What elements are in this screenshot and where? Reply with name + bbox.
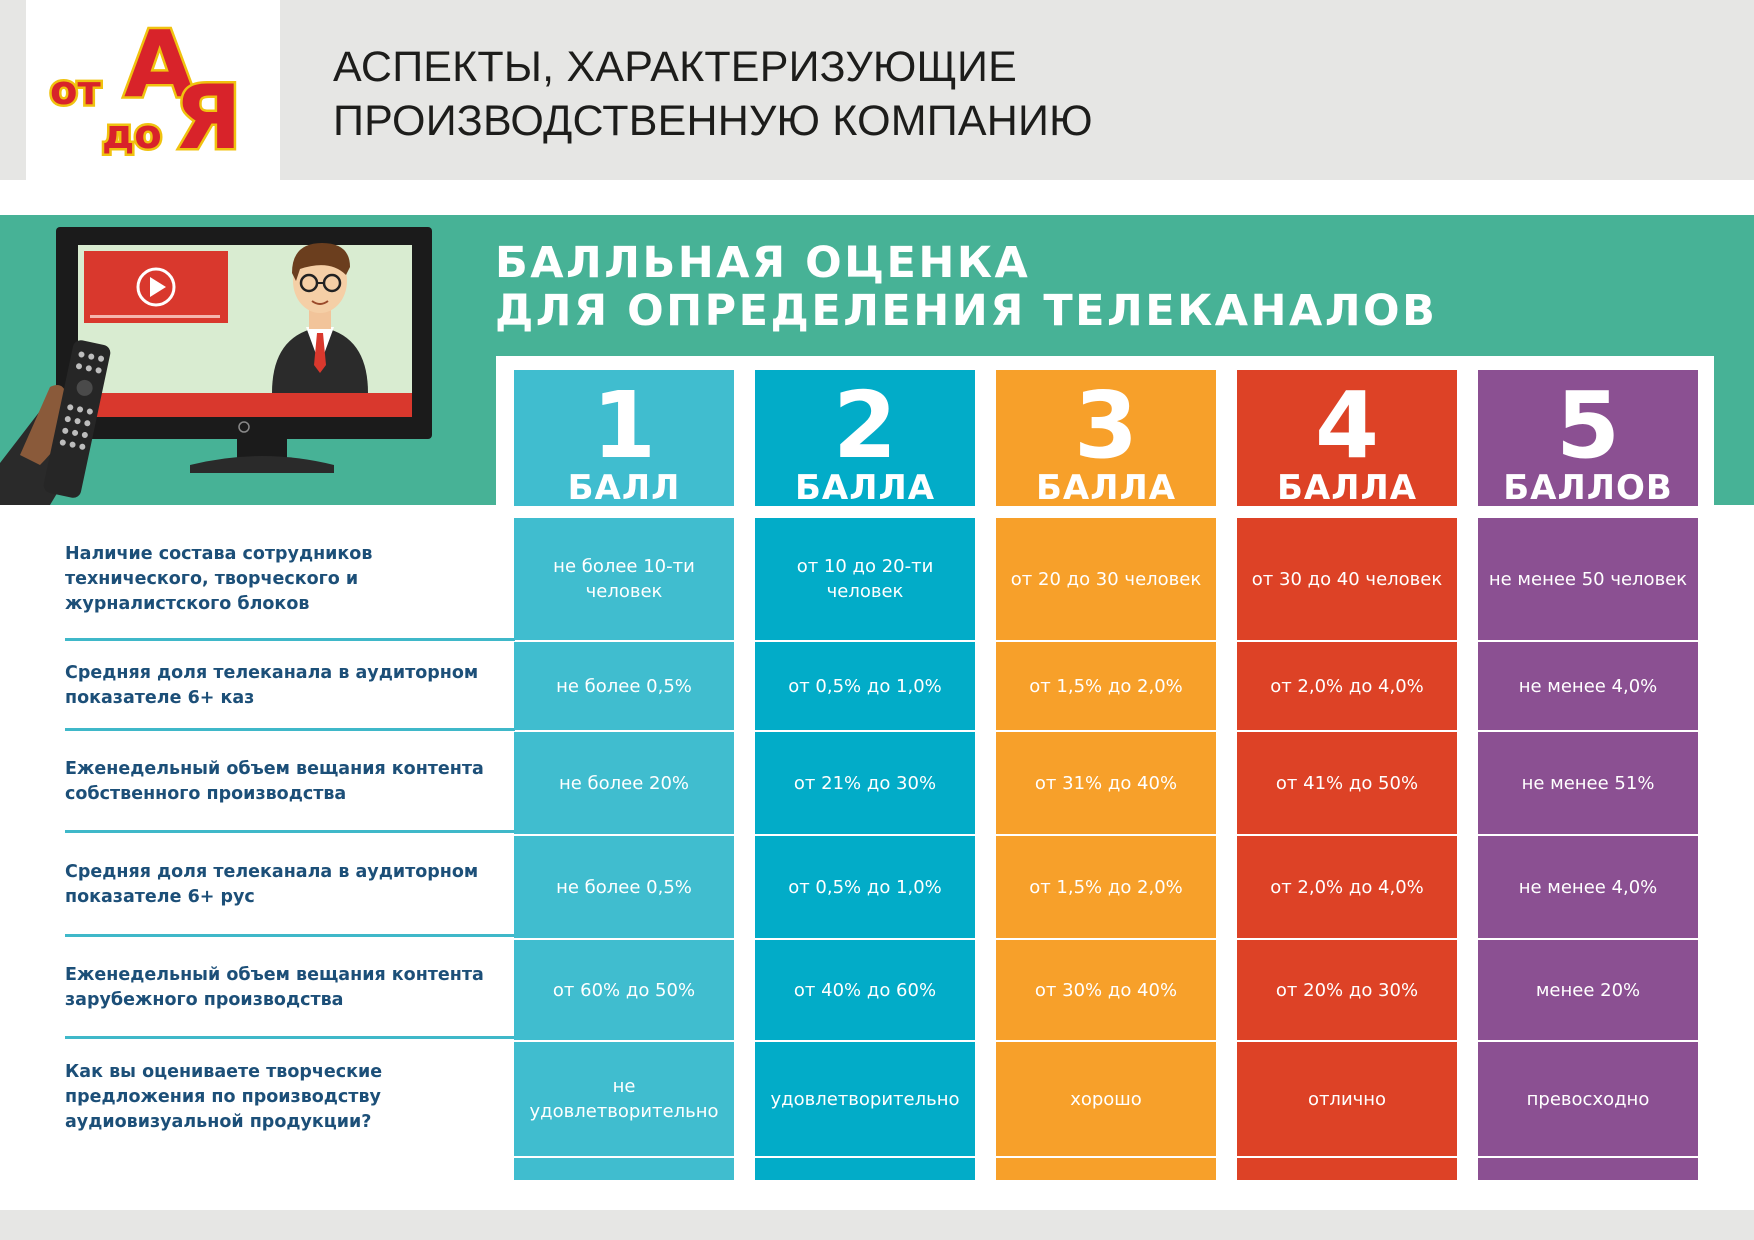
score-number: 1 bbox=[591, 372, 656, 479]
page-title bbox=[333, 40, 1633, 148]
table-cell: от 10 до 20-ти человек bbox=[755, 518, 975, 640]
score-number: 3 bbox=[1073, 372, 1138, 479]
table-cell: от 31% до 40% bbox=[996, 732, 1216, 834]
row-label: Наличие состава сотрудников технического, творческого и журналистского блоков bbox=[65, 543, 373, 614]
table-cell: от 1,5% до 2,0% bbox=[996, 642, 1216, 730]
row-divider bbox=[65, 638, 515, 641]
table-cell: от 0,5% до 1,0% bbox=[755, 642, 975, 730]
svg-text:Я: Я bbox=[174, 66, 242, 156]
score-header bbox=[514, 370, 734, 506]
table-cell: от 30% до 40% bbox=[996, 940, 1216, 1040]
page-title-line1: АСПЕКТЫ, ХАРАКТЕРИЗУЮЩИЕ bbox=[333, 43, 1018, 91]
row-label: Средняя доля телеканала в аудиторном показателе 6+ каз bbox=[65, 663, 479, 708]
table-cell: превосходно bbox=[1478, 1042, 1698, 1156]
table-cell: не менее 50 человек bbox=[1478, 518, 1698, 640]
score-header bbox=[1478, 370, 1698, 506]
score-word: БАЛЛОВ bbox=[1503, 468, 1673, 508]
table-cell: не менее 4,0% bbox=[1478, 836, 1698, 938]
column-tail bbox=[1478, 1158, 1698, 1180]
table-cell: от 1,5% до 2,0% bbox=[996, 836, 1216, 938]
banner-title-line2: ДЛЯ ОПРЕДЕЛЕНИЯ ТЕЛЕКАНАЛОВ bbox=[495, 286, 1438, 336]
score-word: БАЛЛА bbox=[1035, 468, 1177, 508]
header bbox=[0, 0, 1754, 180]
row-label: Как вы оцениваете творческие предложения по производству аудиовизуальной продукции? bbox=[65, 1061, 383, 1132]
column-tail bbox=[514, 1158, 734, 1180]
table-cell: отлично bbox=[1237, 1042, 1457, 1156]
table-cell: не более 10-ти человек bbox=[514, 518, 734, 640]
table-cell: хорошо bbox=[996, 1042, 1216, 1156]
table-cell: не более 20% bbox=[514, 732, 734, 834]
column-tail bbox=[1237, 1158, 1457, 1180]
table-cell: от 20 до 30 человек bbox=[996, 518, 1216, 640]
row-divider bbox=[65, 934, 515, 937]
table-cell: не более 0,5% bbox=[514, 836, 734, 938]
banner-title-line1: БАЛЛЬНАЯ ОЦЕНКА bbox=[495, 238, 1031, 288]
table-cell: менее 20% bbox=[1478, 940, 1698, 1040]
table-cell: не менее 51% bbox=[1478, 732, 1698, 834]
table-cell: не более 0,5% bbox=[514, 642, 734, 730]
table-cell: удовлетворительно bbox=[755, 1042, 975, 1156]
row-label: Средняя доля телеканала в аудиторном показателе 6+ рус bbox=[65, 862, 479, 907]
column-tail bbox=[755, 1158, 975, 1180]
svg-text:до: до bbox=[102, 112, 162, 156]
logo bbox=[26, 0, 280, 180]
score-header bbox=[996, 370, 1216, 506]
score-word: БАЛЛА bbox=[794, 468, 936, 508]
score-number: 2 bbox=[832, 372, 897, 479]
column-tail bbox=[996, 1158, 1216, 1180]
score-number: 4 bbox=[1314, 372, 1379, 479]
table-cell: от 40% до 60% bbox=[755, 940, 975, 1040]
row-divider bbox=[65, 728, 515, 731]
table-cell: от 2,0% до 4,0% bbox=[1237, 836, 1457, 938]
table-cell: не удовлетворительно bbox=[514, 1042, 734, 1156]
table-cell: от 41% до 50% bbox=[1237, 732, 1457, 834]
page-title-line2: ПРОИЗВОДСТВЕННУЮ КОМПАНИЮ bbox=[333, 97, 1093, 145]
svg-text:от: от bbox=[50, 68, 101, 114]
table-cell: не менее 4,0% bbox=[1478, 642, 1698, 730]
table-cell: от 20% до 30% bbox=[1237, 940, 1457, 1040]
footer-band bbox=[0, 1210, 1754, 1240]
table-cell: от 0,5% до 1,0% bbox=[755, 836, 975, 938]
score-word: БАЛЛ bbox=[567, 468, 681, 508]
score-header bbox=[1237, 370, 1457, 506]
score-header bbox=[755, 370, 975, 506]
logo-ot-a-do-ya bbox=[46, 26, 256, 156]
table-cell: от 2,0% до 4,0% bbox=[1237, 642, 1457, 730]
row-label: Еженедельный объем вещания контента зарубежного производства bbox=[65, 965, 484, 1010]
score-number: 5 bbox=[1555, 372, 1620, 479]
score-word: БАЛЛА bbox=[1276, 468, 1418, 508]
table-cell: от 21% до 30% bbox=[755, 732, 975, 834]
row-label: Еженедельный объем вещания контента собственного производства bbox=[65, 759, 484, 804]
tv-presenter-illustration bbox=[0, 215, 500, 505]
table-cell: от 60% до 50% bbox=[514, 940, 734, 1040]
row-divider bbox=[65, 830, 515, 833]
table-cell: от 30 до 40 человек bbox=[1237, 518, 1457, 640]
row-divider bbox=[65, 1036, 515, 1039]
banner-title bbox=[495, 239, 1695, 335]
svg-text:А: А bbox=[124, 26, 196, 118]
